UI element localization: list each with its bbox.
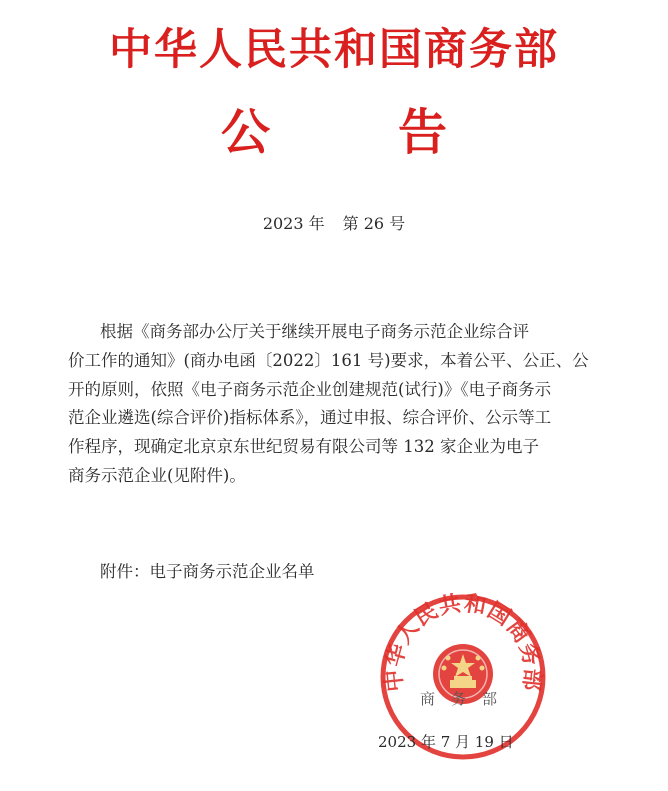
announcement-body [68,318,616,491]
document-year: 2023 年 [262,214,325,233]
document-type-char-2: 告 [398,104,448,161]
document-number [0,212,668,236]
body-line-3: 开的原则，依照《电子商务示范企业创建规范(试行)》《电子商务示 [68,379,552,399]
header-organization-title: 中华人民共和国商务部 [109,25,559,75]
body-line-5: 作程序，现确定北京京东世纪贸易有限公司等 132 家企业为电子 [68,437,539,457]
document-type-heading [0,103,668,163]
body-line-4: 范企业遴选(综合评价)指标体系》，通过申报、综合评价、公示等工 [68,408,552,428]
document-serial: 第 26 号 [342,214,406,233]
issue-date: 2023 年 7 月 19 日 [378,733,514,751]
seal-text: 中华人民共和国商务部 [381,592,545,693]
body-line-6: 商务示范企业(见附件)。 [68,465,246,485]
document-type-char-1: 公 [220,104,270,161]
attachment-line: 附件：电子商务示范企业名单 [100,562,315,581]
issuer-name: 商务部 [420,690,514,708]
body-line-2: 价工作的通知》(商办电函〔2022〕161 号)要求，本着公平、公正、公 [68,350,589,370]
body-line-1: 根据《商务部办公厅关于继续开展电子商务示范企业综合评 [100,322,529,341]
